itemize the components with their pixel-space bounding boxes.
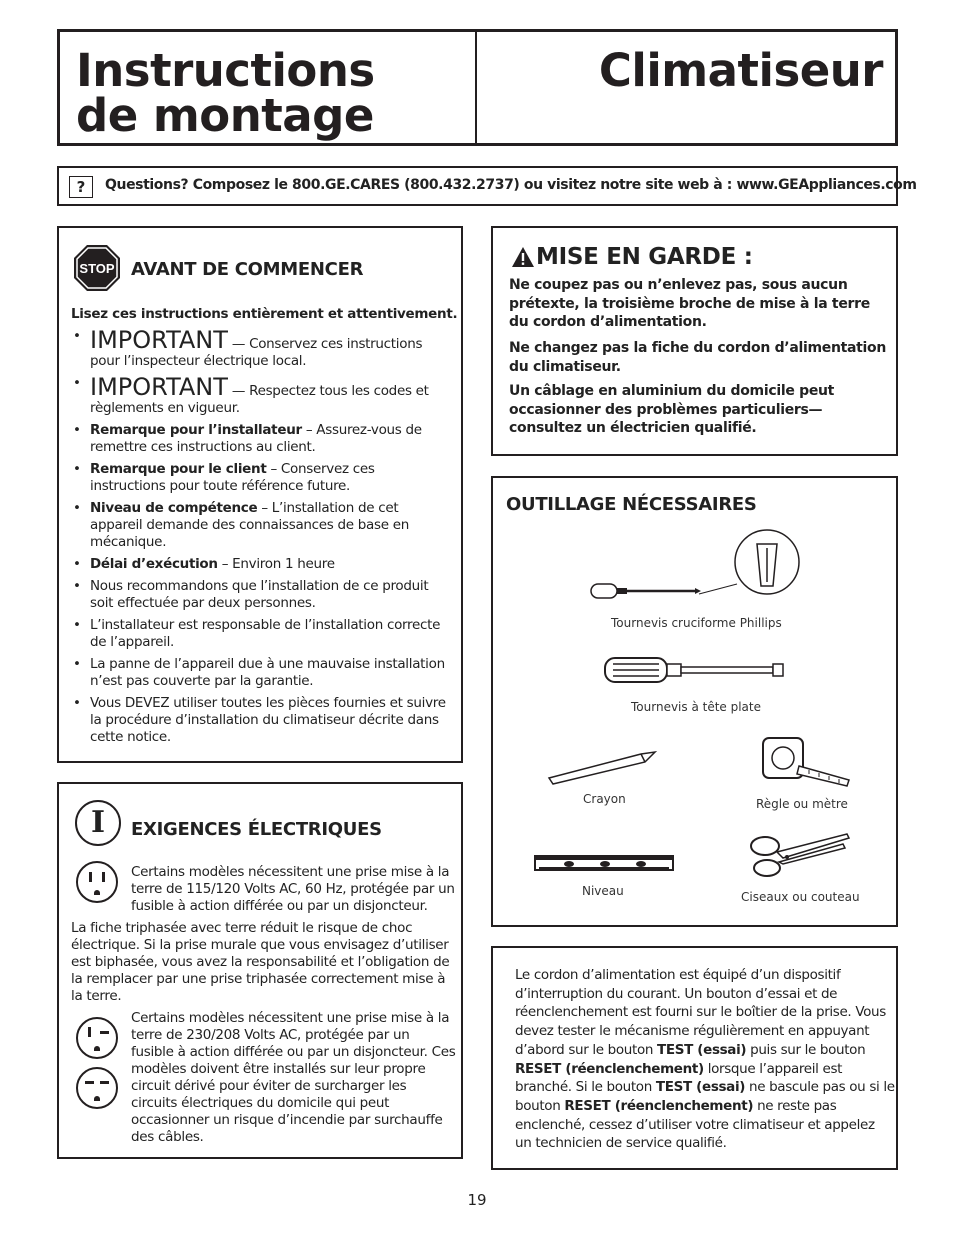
power-cord-text: Le cordon d’alimentation est équipé d’un dispositif d’interruption du courant. Un bouton d’essai et de réenclenchement est fourni sur le boîtier de la prise. Vous devez tester le mécanisme régulièrement en appuyant d’abord sur le bouton TEST (essai) puis sur le bouton RESET (réenclenchement) lorsque l’appareil est branché. Si le bouton TEST (essai) ne bascule pas ou si le bouton RESET (réenclenchement) ne reste pas enclenché, cessez d’utiliser votre climatiseur et appelez un technicien de service qualifié. — [515, 967, 895, 1152]
outlet-115v-icon — [75, 860, 119, 904]
list-item: • Niveau de compétence – L’installation de cet appareil demande des connaissances de base en mécanique. — [71, 500, 451, 551]
list-item: • La panne de l’appareil due à une mauvaise installation n’est pas couverte par la garantie. — [71, 656, 451, 690]
tools-section — [491, 476, 898, 927]
list-item: • Vous DEVEZ utiliser toutes les pièces fournies et suivre la procédure d’installation du climatiseur décrite dans cette notice. — [71, 695, 451, 746]
page-number: 19 — [467, 1191, 487, 1209]
requirement-230v-text: Certains modèles nécessitent une prise mise à la terre de 230/208 Volts AC, protégée par un fusible à action différée ou par un disjoncteur. Ces modèles doivent être installés sur leur propre circuit dérivé pour éviter de surcharger les circuits électriques du domicile qui peut occasionner un risque d’incendie par surchauffe des câbles. — [131, 1010, 456, 1145]
tool-caption: Règle ou mètre — [756, 797, 848, 811]
list-item: • Remarque pour l’installateur – Assurez-vous de remettre ces instructions au client. — [71, 422, 451, 456]
questions-bar — [57, 166, 917, 206]
list-item: • IMPORTANT — Conservez ces instructions pour l’inspecteur électrique local. — [71, 328, 451, 370]
product-title: Climatiseur — [598, 44, 883, 97]
tool-caption: Tournevis cruciforme Phillips — [611, 616, 782, 630]
electrical-requirements-section — [57, 782, 463, 1159]
warning-title: MISE EN GARDE : — [536, 244, 753, 270]
tape-measure-icon — [759, 734, 855, 790]
instructions-list — [71, 328, 451, 751]
three-prong-text: La fiche triphasée avec terre réduit le risque de choc électrique. Si la prise murale que vous envisagez d’utiliser est biphasée, vous avez la responsabilité et l’obligation de la remplacer par une prise triphasée correctement mise à la terre. — [71, 920, 450, 1004]
tool-caption: Ciseaux ou couteau — [741, 890, 860, 904]
list-item: • Remarque pour le client – Conservez ces instructions pour toute référence future. — [71, 461, 451, 495]
tool-caption: Crayon — [583, 792, 626, 806]
outlet-230v-icon — [75, 1016, 119, 1060]
power-cord-section — [491, 946, 898, 1170]
list-item: • Délai d’exécution – Environ 1 heure — [71, 556, 451, 573]
flat-screwdriver-icon — [603, 654, 787, 686]
section-title: EXIGENCES ÉLECTRIQUES — [131, 819, 382, 840]
level-icon — [533, 852, 675, 876]
warning-text-3: Un câblage en aluminium du domicile peut occasionner des problèmes particuliers— consultez un électricien qualifié. — [509, 383, 835, 436]
stop-sign-icon — [73, 244, 121, 292]
question-icon: ? — [69, 176, 93, 198]
requirement-115v-text: Certains modèles nécessitent une prise mise à la terre de 115/120 Volts AC, 60 Hz, protégée par un fusible à action différée ou par un disjoncteur. — [131, 864, 455, 914]
list-item: • IMPORTANT — Respectez tous les codes et règlements en vigueur. — [71, 375, 451, 417]
document-title: Instructions de montage — [76, 44, 375, 142]
tool-caption: Niveau — [582, 884, 624, 898]
section-title: OUTILLAGE NÉCESSAIRES — [506, 494, 757, 515]
before-you-begin-section — [57, 226, 463, 763]
tool-caption: Tournevis à tête plate — [631, 700, 762, 714]
warning-text-2: Ne changez pas la fiche du cordon d’alimentation du climatiseur. — [509, 340, 887, 375]
info-icon: I — [75, 800, 121, 846]
page-header — [57, 29, 898, 146]
list-item: • Nous recommandons que l’installation de ce produit soit effectuée par deux personnes. — [71, 578, 451, 612]
warning-section — [491, 226, 898, 456]
questions-text: Questions? Composez le 800.GE.CARES (800.432.2737) ou visitez notre site web à : www.GEAppliances.com — [105, 177, 917, 193]
section-intro: Lisez ces instructions entièrement et attentivement. — [71, 306, 458, 322]
svg-text:STOP: STOP — [79, 261, 115, 276]
header-divider — [475, 32, 477, 143]
warning-text-1: Ne coupez pas ou n’enlevez pas, sous aucun prétexte, la troisième broche de mise à la terre du cordon d’alimentation. — [509, 277, 870, 330]
section-title: AVANT DE COMMENCER — [131, 259, 364, 280]
list-item: • L’installateur est responsable de l’installation correcte de l’appareil. — [71, 617, 451, 651]
scissors-icon — [747, 830, 853, 882]
phillips-screwdriver-icon — [587, 526, 803, 606]
pencil-icon — [545, 750, 659, 786]
outlet-208v-icon — [75, 1066, 119, 1110]
